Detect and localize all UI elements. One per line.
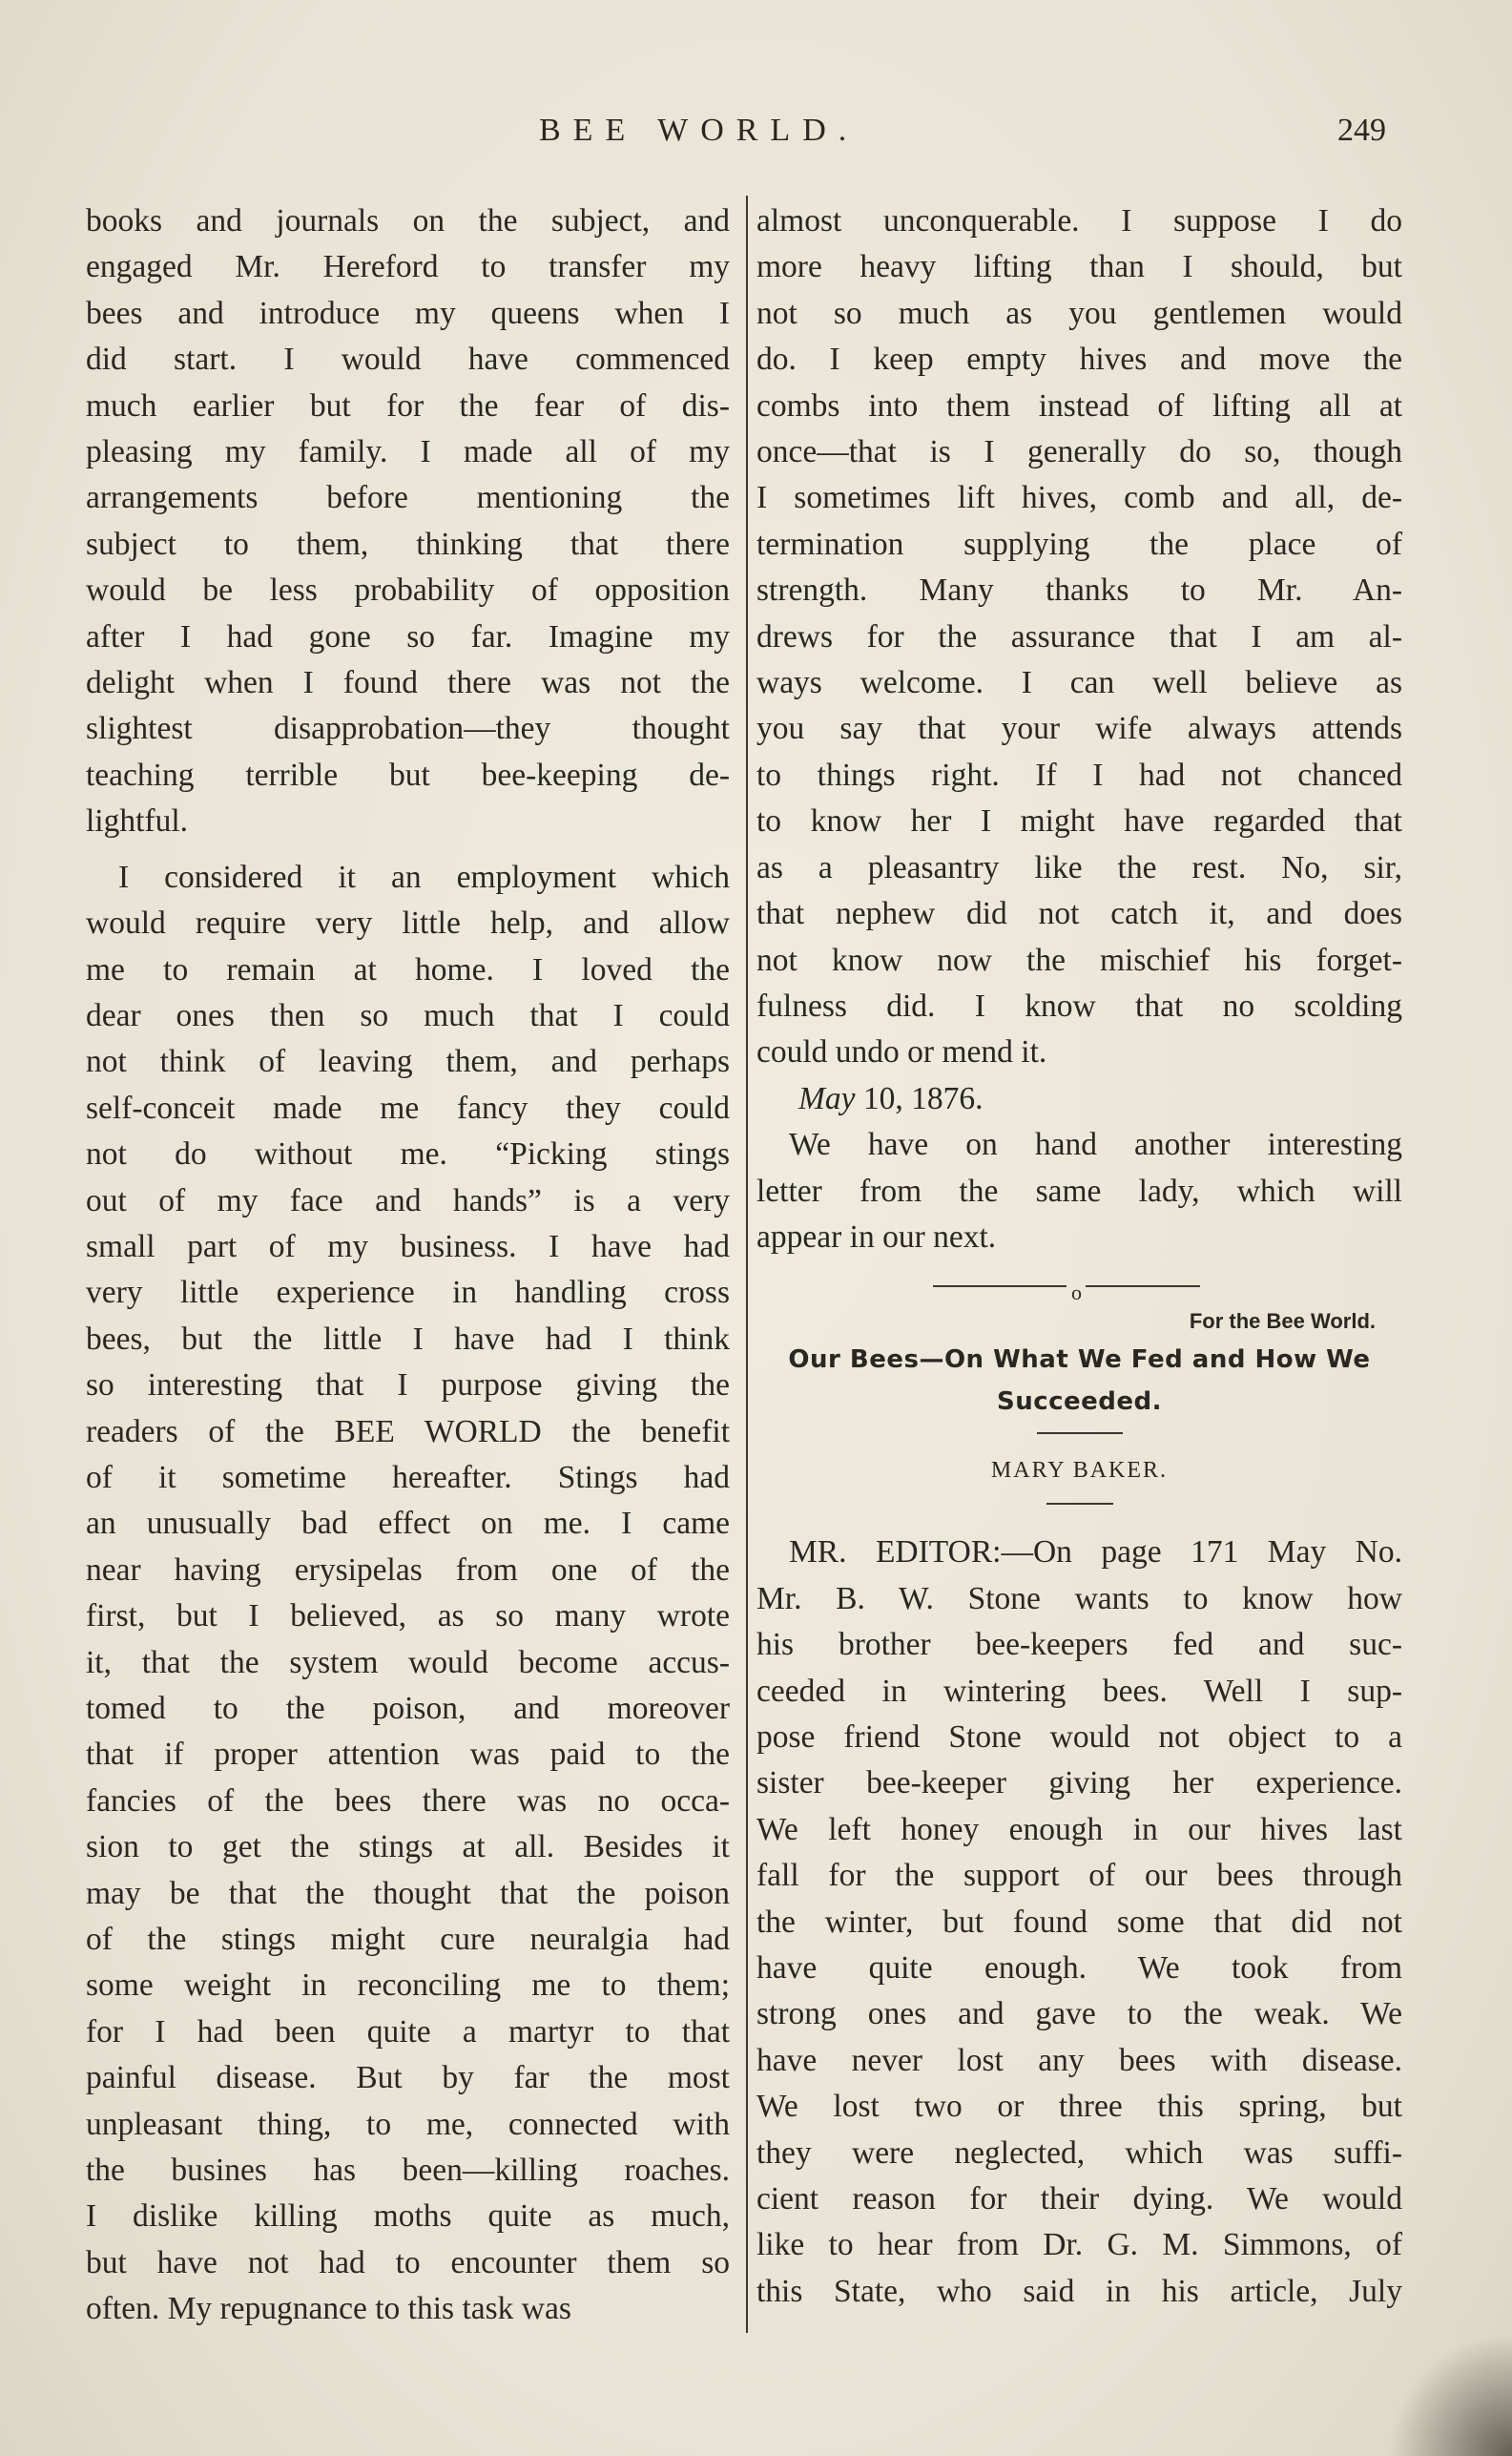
section-separator xyxy=(756,1266,1402,1304)
text-line: of the stings might cure neuralgia had xyxy=(86,1922,730,1958)
text-line: me to remain at home. I loved the xyxy=(86,951,730,988)
text-line: appear in our next. xyxy=(756,1218,997,1255)
text-line: small part of my business. I have had xyxy=(86,1228,730,1264)
text-line: sister bee-keeper giving her experience. xyxy=(756,1765,1402,1801)
text-line: MR. EDITOR:—On page 171 May No. xyxy=(789,1534,1402,1571)
page-number: 249 xyxy=(1337,113,1386,148)
text-line: have never lost any bees with disease. xyxy=(756,2042,1402,2078)
text-line: the busines has been—killing roaches. xyxy=(86,2153,730,2189)
article-headline xyxy=(756,1339,1402,1423)
text-line: that nephew did not catch it, and does xyxy=(756,896,1402,932)
text-line: subject to them, thinking that there xyxy=(86,526,730,562)
separator-bar-left xyxy=(933,1285,1067,1287)
text-line: letter from the same lady, which will xyxy=(756,1173,1402,1209)
text-line: to things right. If I had not chanced xyxy=(756,757,1402,793)
text-line: it, that the system would become accus- xyxy=(86,1644,730,1680)
text-line: this State, who said in his article, July xyxy=(756,2273,1402,2309)
text-line: very little experience in handling cross xyxy=(86,1275,730,1311)
text-line: fulness did. I know that no scolding xyxy=(756,988,1402,1024)
text-line: readers of the BEE WORLD the benefit xyxy=(86,1413,730,1449)
text-line: often. My repugnance to this task was xyxy=(86,2291,571,2327)
text-line: sion to get the stings at all. Besides it xyxy=(86,1829,730,1865)
paragraph xyxy=(86,855,730,2333)
text-line: fall for the support of our bees through xyxy=(756,1858,1402,1894)
text-line: an unusually bad effect on me. I came xyxy=(86,1506,730,1542)
text-line: almost unconquerable. I suppose I do xyxy=(756,203,1402,239)
paragraph xyxy=(86,198,730,845)
text-line: drews for the assurance that I am al- xyxy=(756,618,1402,655)
text-line: not think of leaving them, and perhaps xyxy=(86,1044,730,1080)
text-line: arrangements before mentioning the xyxy=(86,480,730,516)
text-line: self-conceit made me fancy they could xyxy=(86,1090,730,1126)
text-line: would require very little help, and allow xyxy=(86,905,730,942)
text-line: teaching terrible but bee-keeping de- xyxy=(86,757,730,793)
continued-letter xyxy=(756,198,1402,1076)
text-line: engaged Mr. Hereford to transfer my xyxy=(86,249,730,285)
editor-note xyxy=(756,1122,1402,1260)
text-line: bees, but the little I have had I think xyxy=(86,1321,730,1357)
dateline-rest: 10, 1876. xyxy=(855,1080,984,1116)
text-line: the winter, but found some that did not xyxy=(756,1904,1402,1940)
text-line: Mr. B. W. Stone wants to know how xyxy=(756,1580,1402,1616)
text-line: do. I keep empty hives and move the xyxy=(756,342,1402,378)
text-line: after I had gone so far. Imagine my xyxy=(86,618,730,655)
author-byline: MARY BAKER. xyxy=(990,1458,1169,1484)
byline-rule xyxy=(1046,1503,1113,1505)
text-line: could undo or mend it. xyxy=(756,1034,1047,1071)
text-line: ways welcome. I can well believe as xyxy=(756,665,1402,701)
separator-bar-right xyxy=(1086,1285,1200,1287)
separator-mark: o xyxy=(1071,1280,1082,1305)
left-column xyxy=(86,198,730,2333)
text-line: near having erysipelas from one of the xyxy=(86,1551,730,1588)
text-line: combs into them instead of lifting all at xyxy=(756,387,1402,424)
text-line: you say that your wife always attends xyxy=(756,711,1402,747)
column-divider xyxy=(746,196,748,2333)
text-line: once—that is I generally do so, though xyxy=(756,434,1402,470)
text-line: some weight in reconciling me to them; xyxy=(86,1967,730,2004)
headline-rule xyxy=(1037,1432,1123,1434)
text-line: but have not had to encounter them so xyxy=(86,2244,730,2280)
headline-line-1: Our Bees—On What We Fed and How We xyxy=(788,1345,1371,1375)
text-line: as a pleasantry like the rest. No, sir, xyxy=(756,849,1402,885)
text-line: not so much as you gentlemen would xyxy=(756,295,1402,331)
headline-line-2: Succeeded. xyxy=(996,1387,1163,1417)
text-line: for I had been quite a martyr to that xyxy=(86,2013,730,2050)
text-line: books and journals on the subject, and xyxy=(86,203,730,239)
text-line: pleasing my family. I made all of my xyxy=(86,434,730,470)
running-header xyxy=(0,113,1512,160)
text-line: bees and introduce my queens when I xyxy=(86,295,730,331)
text-line: to know her I might have regarded that xyxy=(756,803,1402,840)
text-line: fancies of the bees there was no occa- xyxy=(86,1782,730,1819)
article-body xyxy=(756,1530,1402,2315)
text-line: strong ones and gave to the weak. We xyxy=(756,1996,1402,2032)
text-line: more heavy lifting than I should, but xyxy=(756,249,1402,285)
text-line: they were neglected, which was suffi- xyxy=(756,2134,1402,2171)
page-corner-shadow xyxy=(1388,2332,1512,2456)
running-title: BEE WORLD. xyxy=(539,113,860,148)
text-line: pose friend Stone would not object to a xyxy=(756,1718,1402,1755)
text-line: much earlier but for the fear of dis- xyxy=(86,387,730,424)
text-line: ceeded in wintering bees. Well I sup- xyxy=(756,1673,1402,1709)
text-line: would be less probability of opposition xyxy=(86,572,730,609)
text-line: painful disease. But by far the most xyxy=(86,2060,730,2096)
text-line: strength. Many thanks to Mr. An- xyxy=(756,572,1402,609)
text-line: not know now the mischief his forget- xyxy=(756,942,1402,978)
text-line: that if proper attention was paid to the xyxy=(86,1737,730,1773)
text-line: slightest disapprobation—they thought xyxy=(86,711,730,747)
text-line: out of my face and hands” is a very xyxy=(86,1182,730,1218)
text-line: have quite enough. We took from xyxy=(756,1950,1402,1986)
text-line: I considered it an employment which xyxy=(118,859,730,895)
text-line: so interesting that I purpose giving the xyxy=(86,1367,730,1404)
text-line: We left honey enough in our hives last xyxy=(756,1811,1402,1847)
text-line: We lost two or three this spring, but xyxy=(756,2089,1402,2125)
text-line: termination supplying the place of xyxy=(756,526,1402,562)
for-the-bee-world-line: For the Bee World. xyxy=(1189,1309,1376,1334)
text-line: I dislike killing moths quite as much, xyxy=(86,2198,730,2235)
right-column xyxy=(756,198,1402,2315)
text-line: not do without me. “Picking stings xyxy=(86,1136,730,1173)
text-line: lightful. xyxy=(86,803,189,840)
text-line: We have on hand another interesting xyxy=(789,1127,1402,1163)
text-line: cient reason for their dying. We would xyxy=(756,2181,1402,2217)
text-line: unpleasant thing, to me, connected with xyxy=(86,2106,730,2142)
dateline-month: May xyxy=(798,1080,856,1116)
text-line: like to hear from Dr. G. M. Simmons, of xyxy=(756,2227,1402,2263)
text-line: did start. I would have commenced xyxy=(86,342,730,378)
text-line: of it sometime hereafter. Stings had xyxy=(86,1459,730,1495)
text-line: tomed to the poison, and moreover xyxy=(86,1691,730,1726)
text-line: I sometimes lift hives, comb and all, de- xyxy=(756,480,1402,516)
text-line: delight when I found there was not the xyxy=(86,665,730,701)
text-line: may be that the thought that the poison xyxy=(86,1875,730,1911)
text-line: dear ones then so much that I could xyxy=(86,997,730,1033)
text-line: first, but I believed, as so many wrote xyxy=(86,1598,730,1634)
text-line: his brother bee-keepers fed and suc- xyxy=(756,1627,1402,1663)
dateline xyxy=(756,1076,1402,1122)
